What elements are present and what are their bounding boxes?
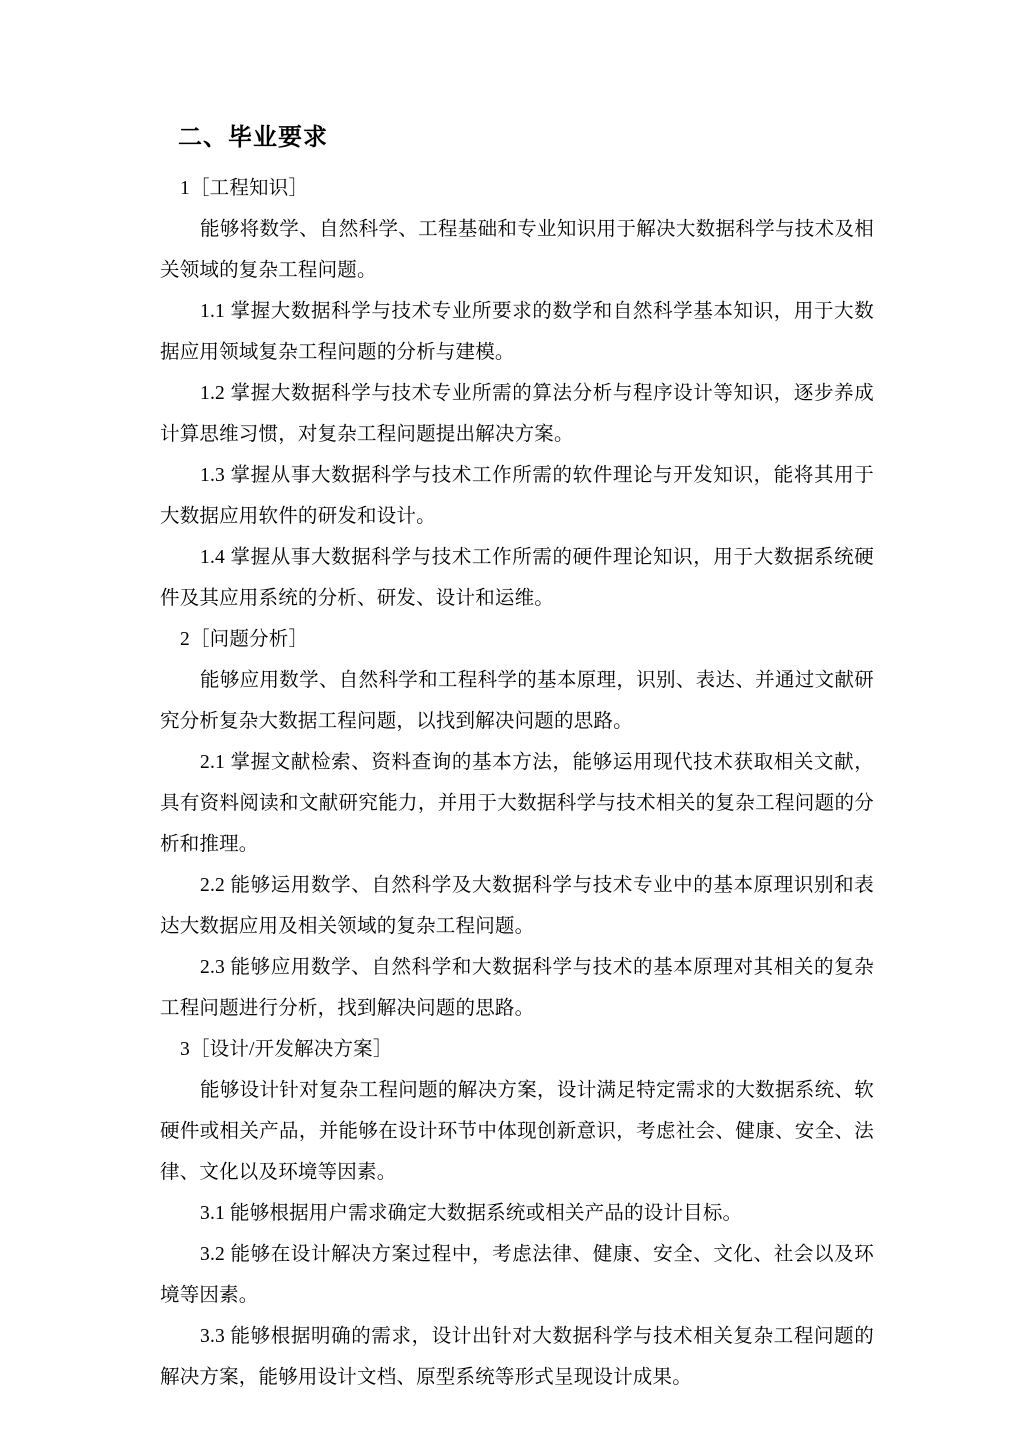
- paragraph: 3.2 能够在设计解决方案过程中，考虑法律、健康、安全、文化、社会以及环境等因素。: [160, 1244, 874, 1306]
- paragraph: 1［工程知识］: [180, 178, 309, 199]
- paragraph: 2.2 能够运用数学、自然科学及大数据科学与技术专业中的基本原理识别和表达大数据应用及相关领域的复杂工程问题。: [160, 875, 874, 937]
- document-body: [160, 168, 874, 1398]
- paragraph: 能够设计针对复杂工程问题的解决方案，设计满足特定需求的大数据系统、软硬件或相关产品，并能够在设计环节中体现创新意识，考虑社会、健康、安全、法律、文化以及环境等因素。: [160, 1080, 874, 1183]
- paragraph: 1.3 掌握从事大数据科学与技术工作所需的软件理论与开发知识，能将其用于大数据应用软件的研发和设计。: [160, 465, 874, 527]
- page-title: 二、毕业要求: [178, 124, 328, 151]
- paragraph: 2［问题分析］: [180, 629, 309, 650]
- paragraph: 3.1 能够根据用户需求确定大数据系统或相关产品的设计目标。: [200, 1203, 743, 1224]
- paragraph: 1.4 掌握从事大数据科学与技术工作所需的硬件理论知识，用于大数据系统硬件及其应用系统的分析、研发、设计和运维。: [160, 547, 874, 609]
- paragraph: 2.1 掌握文献检索、资料查询的基本方法，能够运用现代技术获取相关文献，具有资料阅读和文献研究能力，并用于大数据科学与技术相关的复杂工程问题的分析和推理。: [160, 752, 874, 855]
- paragraph: 3［设计/开发解决方案］: [180, 1039, 393, 1060]
- paragraph: 2.3 能够应用数学、自然科学和大数据科学与技术的基本原理对其相关的复杂工程问题进行分析，找到解决问题的思路。: [160, 957, 874, 1019]
- paragraph: 能够应用数学、自然科学和工程科学的基本原理，识别、表达、并通过文献研究分析复杂大数据工程问题，以找到解决问题的思路。: [160, 670, 874, 732]
- paragraph: 3.3 能够根据明确的需求，设计出针对大数据科学与技术相关复杂工程问题的解决方案，能够用设计文档、原型系统等形式呈现设计成果。: [160, 1326, 874, 1388]
- paragraph: 1.2 掌握大数据科学与技术专业所需的算法分析与程序设计等知识，逐步养成计算思维习惯，对复杂工程问题提出解决方案。: [160, 383, 874, 445]
- paragraph: 1.1 掌握大数据科学与技术专业所要求的数学和自然科学基本知识，用于大数据应用领域复杂工程问题的分析与建模。: [160, 301, 874, 363]
- paragraph: 能够将数学、自然科学、工程基础和专业知识用于解决大数据科学与技术及相关领域的复杂工程问题。: [160, 219, 874, 281]
